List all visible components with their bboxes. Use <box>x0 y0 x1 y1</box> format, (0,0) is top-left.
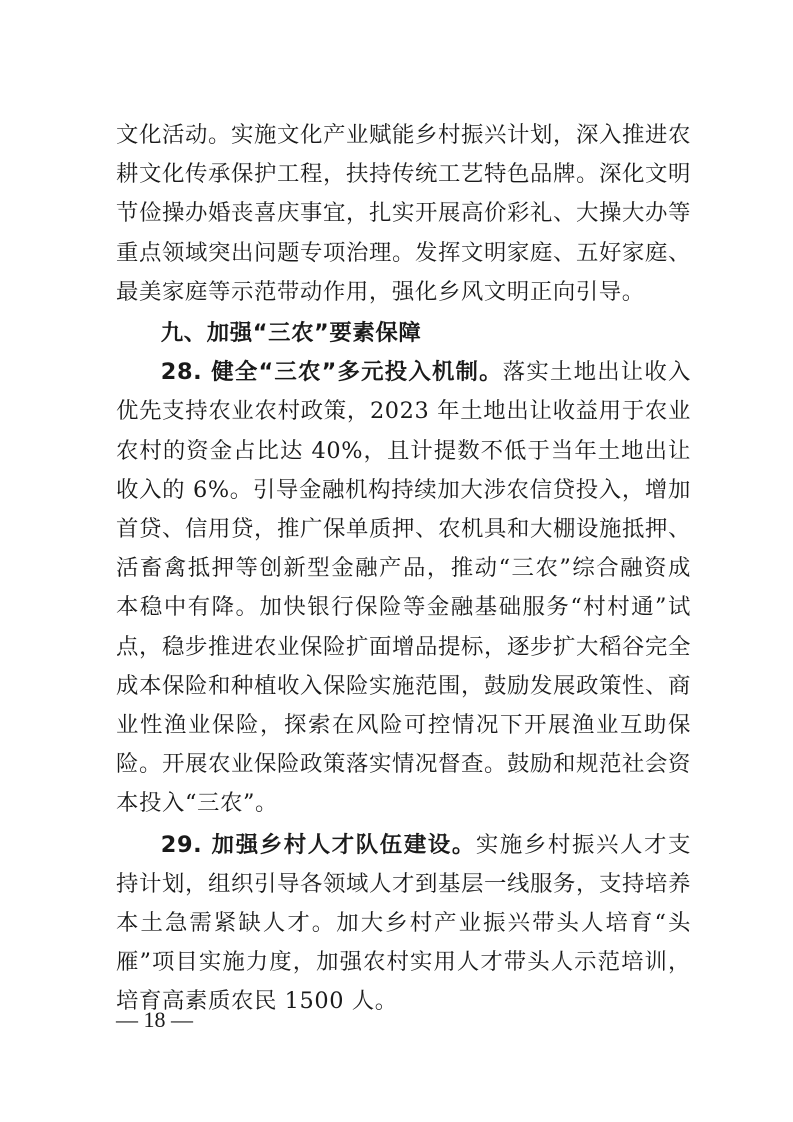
item-29-body: 实施乡村振兴人才支持计划，组织引导各领域人才到基层一线服务，支持培养本土急需紧缺人才。加大乡村产业振兴带头人培育“头雁”项目实施力度，加强农村实用人才带头人示范培训，培育高素质农民 1500 人。 <box>116 831 691 1015</box>
item-29-lead: 29. 加强乡村人才队伍建设。 <box>160 831 476 858</box>
page-number: — 18 — <box>116 1007 193 1032</box>
item-28-body: 落实土地出让收入优先支持农业农村政策，2023 年土地出让收益用于农业农村的资金占比达 40%，且计提数不低于当年土地出让收入的 6%。引导金融机构持续加大涉农信贷投入，增加首贷、信用贷，推广保单质押、农机具和大棚设施抵押、活畜禽抵押等创新型金融产品，推动“三农”综合融资成本稳中有降。加快银行保险等金融基础服务“村村通”试点，稳步推进农业保险扩面增品提标，逐步扩大稻谷完全成本保险和种植收入保险实施范围，鼓励发展政策性、商业性渔业保险，探索在风险可控情况下开展渔业互助保险。开展农业保险政策落实情况督查。鼓励和规范社会资本投入“三农”。 <box>116 359 691 817</box>
section-heading: 九、加强“三农”要素保障 <box>160 320 422 347</box>
body-text <box>116 116 691 1022</box>
paragraph-item-28 <box>116 353 691 823</box>
paragraph-continuation: 文化活动。实施文化产业赋能乡村振兴计划，深入推进农耕文化传承保护工程，扶持传统工艺特色品牌。深化文明节俭操办婚丧喜庆事宜，扎实开展高价彩礼、大操大办等重点领域突出问题专项治理。发挥文明家庭、五好家庭、最美家庭等示范带动作用，强化乡风文明正向引导。 <box>116 122 691 305</box>
item-28-lead: 28. 健全“三农”多元投入机制。 <box>160 359 503 386</box>
paragraph-item-29 <box>116 826 691 1022</box>
